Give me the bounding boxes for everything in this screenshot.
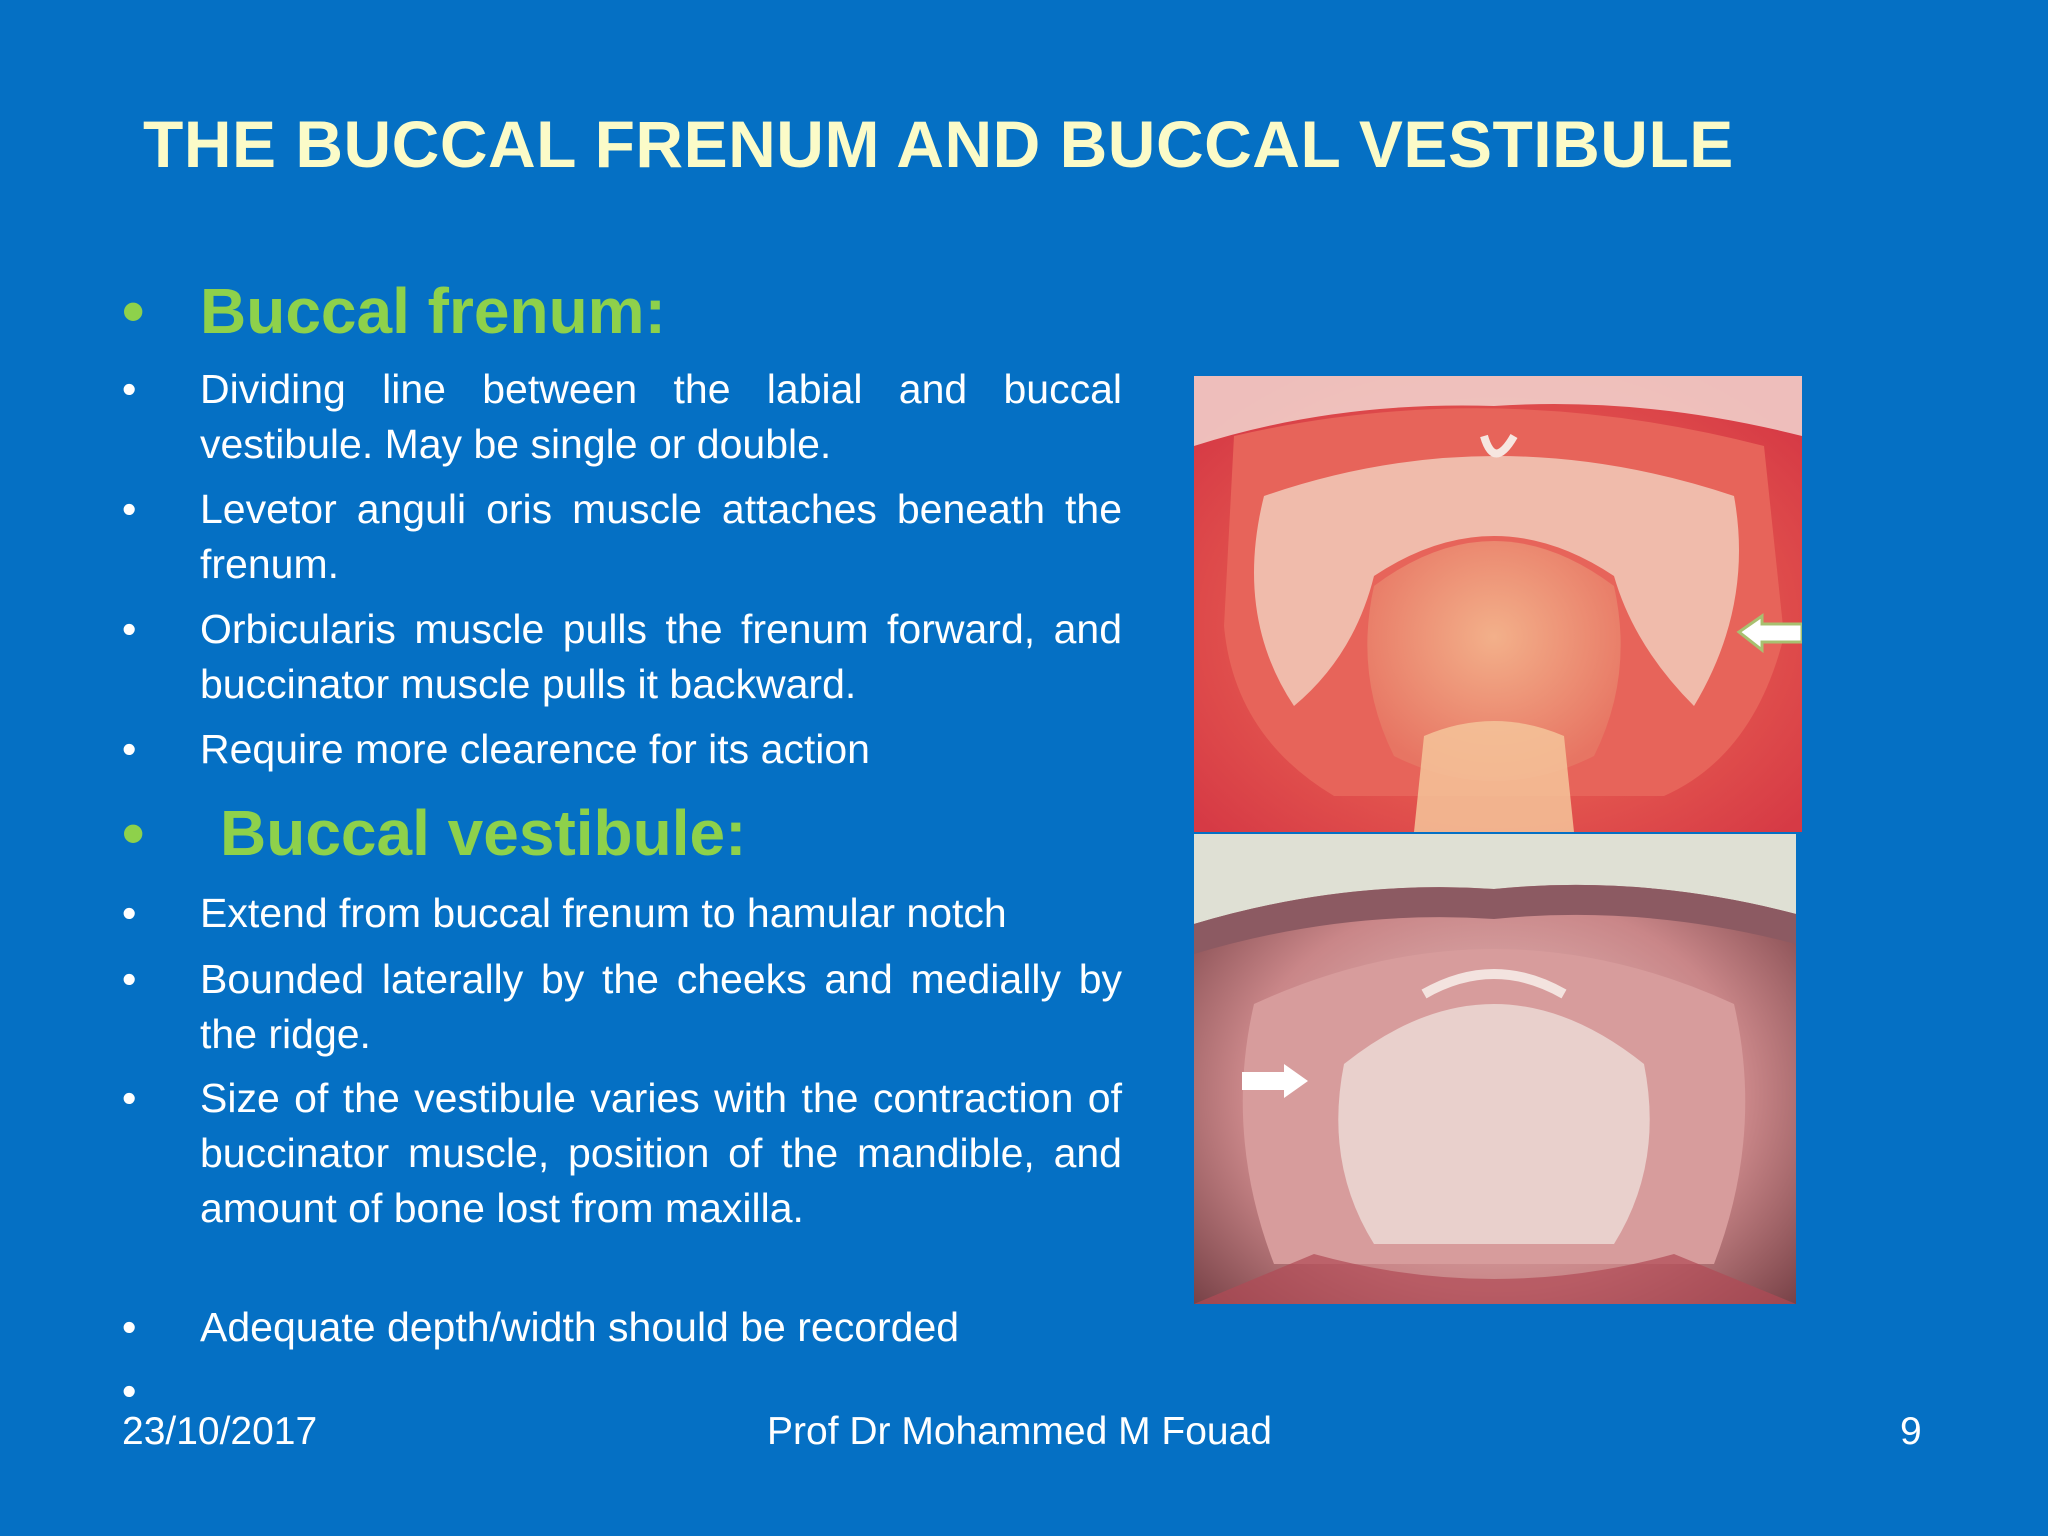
bullet-marker: • (122, 366, 137, 412)
bullet-marker: • (122, 1368, 137, 1414)
bullet-marker: • (122, 797, 145, 869)
section-heading-buccal-vestibule (122, 796, 746, 870)
list-item-text: Size of the vestibule varies with the contraction of buccinator muscle, position of the mandible, and amount of bone lost from maxilla. (200, 1075, 1122, 1231)
bullet-marker: • (122, 275, 145, 347)
list-item-text: Orbicularis muscle pulls the frenum forward, and buccinator muscle pulls it backward. (200, 606, 1122, 707)
heading-text: Buccal frenum: (200, 275, 666, 347)
list-item (122, 886, 1122, 941)
bullet-marker: • (122, 606, 137, 652)
list-item-text: Require more clearence for its action (200, 726, 870, 772)
footer-page-number: 9 (1900, 1410, 1922, 1453)
bullet-marker: • (122, 956, 137, 1002)
list-item (122, 1071, 1122, 1236)
list-item (122, 952, 1122, 1062)
list-item (122, 722, 1122, 777)
bullet-marker: • (122, 890, 137, 936)
slide-title: THE BUCCAL FRENUM AND BUCCAL VESTIBULE (143, 107, 1734, 181)
photo-illustration (1194, 834, 1796, 1304)
footer-author: Prof Dr Mohammed M Fouad (767, 1410, 1273, 1453)
footer-date: 23/10/2017 (122, 1410, 318, 1453)
bullet-marker: • (122, 486, 137, 532)
heading-text: Buccal vestibule: (220, 797, 747, 869)
list-item-text: Levetor anguli oris muscle attaches beneath the frenum. (200, 486, 1122, 587)
list-item (122, 482, 1122, 592)
list-item-text: Adequate depth/width should be recorded (200, 1304, 960, 1350)
photo-illustration (1194, 376, 1802, 832)
list-item (122, 1300, 1122, 1355)
bullet-marker: • (122, 1075, 137, 1121)
list-item-text: Bounded laterally by the cheeks and medially by the ridge. (200, 956, 1122, 1057)
list-item (122, 362, 1122, 472)
section-heading-buccal-frenum (122, 274, 666, 348)
list-item (122, 602, 1122, 712)
list-item-text: Dividing line between the labial and buccal vestibule. May be single or double. (200, 366, 1122, 467)
maxillary-arch-photo-bottom (1194, 834, 1796, 1304)
bullet-marker: • (122, 1304, 137, 1350)
bullet-marker: • (122, 726, 137, 772)
maxillary-arch-photo-top (1194, 376, 1802, 832)
list-item-text: Extend from buccal frenum to hamular notch (200, 890, 1007, 936)
